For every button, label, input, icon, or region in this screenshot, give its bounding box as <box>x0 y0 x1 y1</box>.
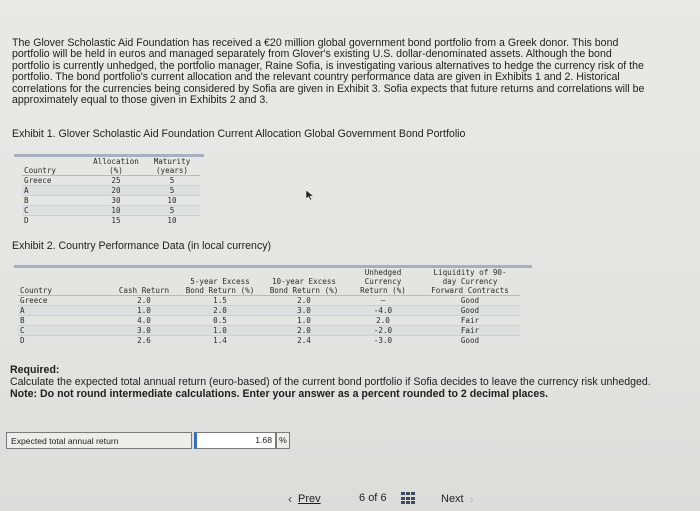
exhibit1-table <box>22 157 200 225</box>
cell-maturity: 10 <box>167 216 177 225</box>
table-row <box>22 176 200 186</box>
page-total: 6 <box>380 492 387 504</box>
cell-maturity: 5 <box>144 206 200 216</box>
page-indicator <box>359 492 387 504</box>
cell-country: Greece <box>18 296 110 306</box>
cell-country: C <box>22 206 88 216</box>
pagination-bar <box>0 482 700 511</box>
table-row <box>22 186 200 196</box>
cell-bond10: 3.0 <box>262 306 346 316</box>
cell-bond5: 1.4 <box>213 336 227 345</box>
cell-country: B <box>22 196 88 206</box>
answer-label: Expected total annual return <box>6 432 192 449</box>
cell-cash: 4.0 <box>110 316 178 326</box>
col-bond10-header-2: Bond Return (%) <box>269 286 339 295</box>
table-row <box>22 196 200 206</box>
required-text: Calculate the expected total annual return (euro-based) of the current bond portfolio if Sofia decides to leave the currency risk unhedged. <box>10 376 651 388</box>
answer-unit: % <box>276 432 290 449</box>
col-liquidity-header-1: Liquidity of 90- <box>433 268 507 277</box>
cell-unhedged: -3.0 <box>373 336 393 345</box>
cell-allocation: 30 <box>88 196 144 206</box>
col-liquidity-header-2: day Currency <box>442 277 498 286</box>
cell-country: C <box>18 326 110 336</box>
cell-country: A <box>18 306 110 316</box>
col-country-header: Country <box>24 166 57 175</box>
col-maturity-unit: (years) <box>155 166 188 175</box>
cell-bond5: 1.0 <box>178 326 262 336</box>
cell-liquidity: Fair <box>420 316 520 326</box>
table-row <box>18 326 520 336</box>
mouse-pointer-icon <box>305 188 315 206</box>
cell-unhedged: – <box>346 296 420 306</box>
col-bond5-header-2: Bond Return (%) <box>185 286 255 295</box>
col-cash-header: Cash Return <box>118 286 170 295</box>
cell-allocation: 10 <box>88 206 144 216</box>
cell-country: A <box>22 186 88 196</box>
cell-country: D <box>20 336 25 345</box>
next-button[interactable] <box>441 492 474 506</box>
cell-unhedged: -4.0 <box>346 306 420 316</box>
col-bond5-header-1: 5-year Excess <box>190 277 250 286</box>
answer-row <box>6 432 288 450</box>
table-row <box>18 336 520 346</box>
cell-liquidity: Good <box>420 296 520 306</box>
chevron-left-icon: ‹ <box>288 492 292 506</box>
intro-paragraph: The Glover Scholastic Aid Foundation has received a €20 million global government bond portfolio from a Greek donor. This bond portfolio will be held in euros and managed separately from Glover's existing U.S. dollar-denominated assets. Although the bond portfolio is currently unhedged, the portfolio manager, Raine Sofia, is investigating various alternatives to hedge the currency risk of the portfolio. The bond portfolio's current allocation and the relevant country performance data are given in Exhibits 1 and 2. Historical correlations for the currencies being considered by Sofia are given in Exhibit 3. Sofia expects that future returns and correlations will be approximately equal to those given in Exhibits 2 and 3. <box>12 37 645 107</box>
cell-country: D <box>24 216 29 225</box>
chevron-right-icon: › <box>469 492 474 506</box>
cell-bond10: 2.4 <box>297 336 311 345</box>
col-maturity-header: Maturity <box>153 157 191 166</box>
cell-unhedged: 2.0 <box>346 316 420 326</box>
cell-bond5: 2.0 <box>178 306 262 316</box>
table-row <box>22 216 200 226</box>
cell-bond5: 0.5 <box>178 316 262 326</box>
cell-country: B <box>18 316 110 326</box>
page-of: of <box>368 492 378 504</box>
cell-liquidity: Fair <box>420 326 520 336</box>
required-label: Required: <box>10 364 60 376</box>
col-allocation-header: Allocation <box>93 157 139 166</box>
prev-label: Prev <box>298 493 321 505</box>
exhibit2-table <box>18 268 520 345</box>
table-row <box>18 316 520 326</box>
cell-country: Greece <box>22 176 88 186</box>
cell-allocation: 20 <box>88 186 144 196</box>
cell-maturity: 5 <box>144 176 200 186</box>
cell-allocation: 25 <box>88 176 144 186</box>
col-unhedged-header-2: Currency <box>364 277 402 286</box>
exhibit2-title: Exhibit 2. Country Performance Data (in local currency) <box>12 240 272 252</box>
answer-input[interactable]: 1.68 <box>194 432 276 449</box>
cell-cash: 2.0 <box>110 296 178 306</box>
cell-bond10: 2.0 <box>262 296 346 306</box>
cell-maturity: 5 <box>144 186 200 196</box>
col-country-header: Country <box>20 286 53 295</box>
page-current: 6 <box>359 492 366 504</box>
col-bond10-header-1: 10-year Excess <box>271 277 336 286</box>
table-row <box>18 296 520 306</box>
cell-bond5: 1.5 <box>178 296 262 306</box>
col-unhedged-header-1: Unhedged <box>364 268 402 277</box>
cell-bond10: 2.0 <box>262 326 346 336</box>
col-liquidity-header-3: Forward Contracts <box>431 286 509 295</box>
exhibit1-table-frame <box>14 154 204 232</box>
cell-bond10: 1.0 <box>262 316 346 326</box>
cell-allocation: 15 <box>111 216 121 225</box>
cell-cash: 2.6 <box>137 336 151 345</box>
required-note: Note: Do not round intermediate calculations. Enter your answer as a percent rounded to 2 decimal places. <box>10 388 549 400</box>
cell-maturity: 10 <box>144 196 200 206</box>
prev-button[interactable] <box>288 492 321 506</box>
col-unhedged-header-3: Return (%) <box>360 286 406 295</box>
exhibit1-title: Exhibit 1. Glover Scholastic Aid Foundation Current Allocation Global Government Bond Portfolio <box>12 128 466 140</box>
required-section <box>10 364 670 400</box>
table-row <box>18 306 520 316</box>
cell-liquidity: Good <box>460 336 480 345</box>
cell-cash: 3.0 <box>110 326 178 336</box>
cell-cash: 1.0 <box>110 306 178 316</box>
next-label: Next <box>441 493 464 505</box>
grid-icon[interactable] <box>401 492 415 505</box>
cell-liquidity: Good <box>420 306 520 316</box>
table-row <box>22 206 200 216</box>
cell-unhedged: -2.0 <box>346 326 420 336</box>
exhibit2-table-frame <box>14 265 532 358</box>
col-allocation-unit: (%) <box>109 166 123 175</box>
